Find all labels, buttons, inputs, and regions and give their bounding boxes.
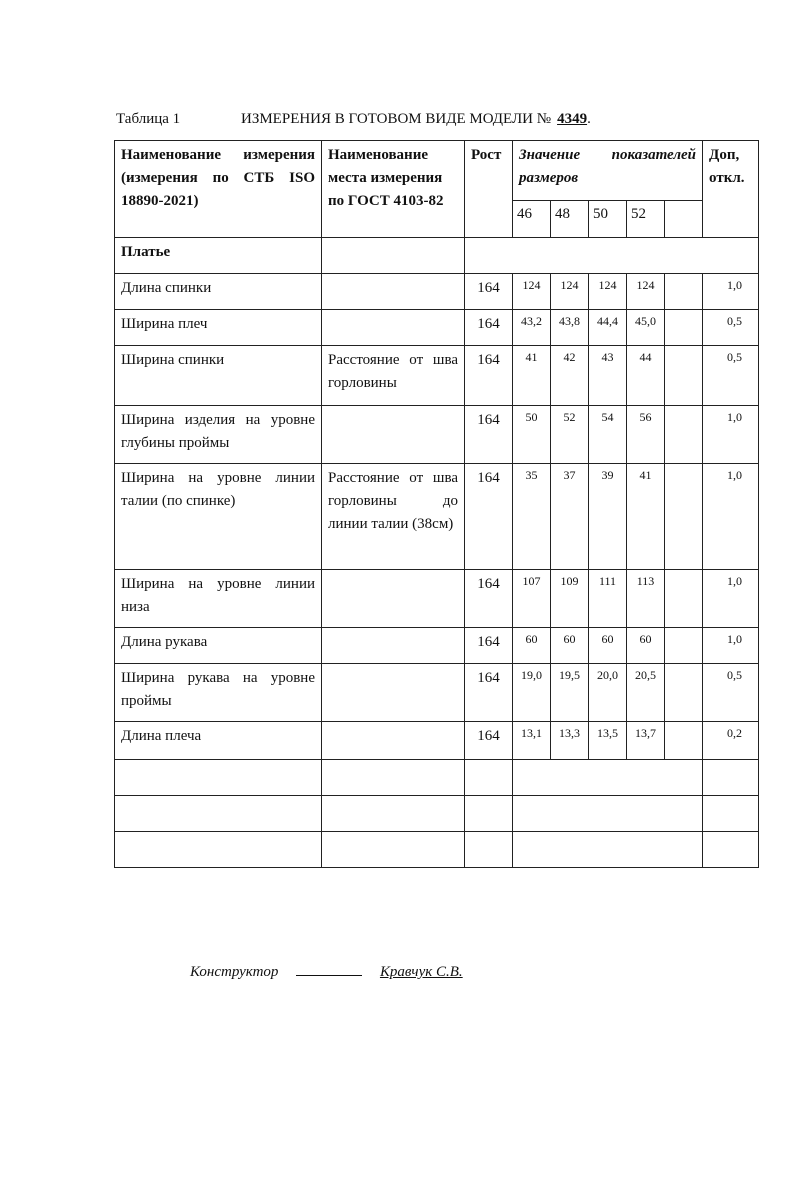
signature-name: Кравчук С.В. [379,964,463,980]
size-value: 50 [513,406,551,464]
size-cell: 50 [589,201,627,238]
height-value: 164 [465,664,513,722]
size-value: 54 [589,406,627,464]
empty-cell [115,760,322,796]
size-value: 37 [551,464,589,570]
empty-cell [115,832,322,868]
measurement-name: Ширина спинки [115,346,322,406]
size-value: 45,0 [627,310,665,346]
signature-role: Конструктор [190,964,279,980]
size-value: 19,0 [513,664,551,722]
measurement-name: Ширина рукава на уровне проймы [115,664,322,722]
size-value: 41 [627,464,665,570]
empty-cell [322,238,465,274]
table-row [115,628,759,664]
tolerance-value: 0,5 [703,346,759,406]
empty-cell [322,760,465,796]
table-row [115,570,759,628]
size-value: 44,4 [589,310,627,346]
empty-cell [703,760,759,796]
measurement-place [322,722,465,760]
tolerance-value: 0,5 [703,310,759,346]
tolerance-value: 0,2 [703,722,759,760]
table-row [115,406,759,464]
size-value: 60 [589,628,627,664]
height-value: 164 [465,310,513,346]
empty-cell [513,760,703,796]
measurement-place [322,570,465,628]
title-trailing: . [587,111,591,127]
empty-cell [115,796,322,832]
measurement-name: Длина плеча [115,722,322,760]
measurement-place [322,664,465,722]
size-value: 43 [589,346,627,406]
size-value: 44 [627,346,665,406]
empty-cell [322,796,465,832]
size-value: 60 [627,628,665,664]
tolerance-value: 1,0 [703,628,759,664]
size-value [665,570,703,628]
measurement-name: Ширина изделия на уровне глубины проймы [115,406,322,464]
size-value: 13,5 [589,722,627,760]
table-title [241,111,591,128]
size-value [665,628,703,664]
size-value [665,274,703,310]
empty-cell [465,238,759,274]
measurement-place [322,628,465,664]
size-value: 35 [513,464,551,570]
table-row [115,346,759,406]
section-row [115,238,759,274]
table-label: Таблица 1 [116,111,181,127]
tolerance-value: 0,5 [703,664,759,722]
size-value: 113 [627,570,665,628]
measurement-place: Расстояние от шва горловины [322,346,465,406]
height-value: 164 [465,570,513,628]
size-value [665,346,703,406]
header-height: Рост [465,141,513,238]
tolerance-value: 1,0 [703,464,759,570]
empty-row [115,796,759,832]
size-cell: 52 [627,201,665,238]
table-row [115,722,759,760]
size-value: 43,8 [551,310,589,346]
size-value: 111 [589,570,627,628]
size-value [665,464,703,570]
size-value: 52 [551,406,589,464]
table-row [115,464,759,570]
table-row [115,310,759,346]
size-value: 39 [589,464,627,570]
height-value: 164 [465,406,513,464]
header-tolerance: Доп, откл. [703,141,759,238]
size-cell: 48 [551,201,589,238]
table-row [115,664,759,722]
size-value: 41 [513,346,551,406]
size-value: 43,2 [513,310,551,346]
measurement-name: Длина рукава [115,628,322,664]
height-value: 164 [465,346,513,406]
measurements-table [114,140,759,868]
signature-blank [296,963,362,976]
empty-cell [703,832,759,868]
size-value: 13,1 [513,722,551,760]
empty-row [115,760,759,796]
size-value: 19,5 [551,664,589,722]
empty-cell [513,796,703,832]
size-value: 60 [513,628,551,664]
size-value [665,664,703,722]
size-value: 107 [513,570,551,628]
measurement-place [322,406,465,464]
measurement-place [322,274,465,310]
size-value: 124 [627,274,665,310]
size-value: 124 [589,274,627,310]
measurement-name: Ширина на уровне линии низа [115,570,322,628]
height-value: 164 [465,628,513,664]
table-caption [116,111,591,128]
size-value [665,310,703,346]
measurement-name: Длина спинки [115,274,322,310]
table-title-text: ИЗМЕРЕНИЯ В ГОТОВОМ ВИДЕ МОДЕЛИ № [241,111,552,127]
table-row [115,274,759,310]
size-cell: 46 [513,201,551,238]
empty-cell [465,832,513,868]
size-value: 56 [627,406,665,464]
measurement-name: Ширина плеч [115,310,322,346]
empty-cell [513,832,703,868]
model-number: 4349 [557,111,588,127]
header-row [115,141,759,201]
tolerance-value: 1,0 [703,570,759,628]
height-value: 164 [465,464,513,570]
empty-cell [703,796,759,832]
tolerance-value: 1,0 [703,274,759,310]
section-title: Платье [115,238,322,274]
size-value: 124 [551,274,589,310]
size-value: 13,7 [627,722,665,760]
header-measurement-place: Наименование места измерения по ГОСТ 4103-82 [322,141,465,238]
header-size-values: Значение показателей размеров [513,141,703,201]
size-value: 13,3 [551,722,589,760]
signature-line [190,963,463,981]
size-value: 109 [551,570,589,628]
size-value: 60 [551,628,589,664]
size-value [665,722,703,760]
size-cell [665,201,703,238]
empty-cell [465,796,513,832]
empty-cell [465,760,513,796]
measurement-name: Ширина на уровне линии талии (по спинке) [115,464,322,570]
size-value: 42 [551,346,589,406]
size-value: 20,5 [627,664,665,722]
size-value [665,406,703,464]
header-measurement-name: Наименование измерения (измерения по СТБ ISO 18890-2021) [115,141,322,238]
empty-row [115,832,759,868]
height-value: 164 [465,722,513,760]
measurement-place: Расстояние от шва горловины до линии талии (38см) [322,464,465,570]
tolerance-value: 1,0 [703,406,759,464]
size-value: 124 [513,274,551,310]
size-value: 20,0 [589,664,627,722]
measurement-place [322,310,465,346]
empty-cell [322,832,465,868]
height-value: 164 [465,274,513,310]
